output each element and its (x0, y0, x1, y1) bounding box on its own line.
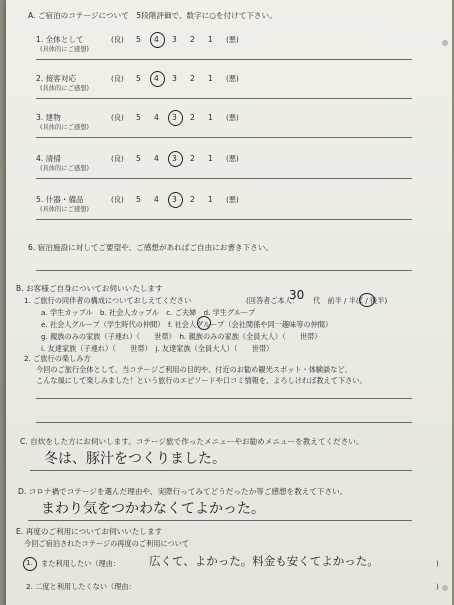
answer-line (36, 270, 412, 271)
scale-bad-label: (悪) (226, 113, 239, 122)
rating-number: 4 (154, 195, 159, 204)
rating-item-label: 2. 接客対応 (36, 74, 77, 83)
detail-label: (具体的にご感想) (40, 206, 89, 213)
section-d-heading: D. コロナ禍でコテージを選んだ理由や、実際行ってみてどうだったか等ご感想を教えて下さい。 (18, 487, 348, 496)
detail-label: (具体的にご感想) (40, 165, 89, 172)
rating-number: 5 (136, 154, 141, 163)
answer-circle (168, 151, 183, 167)
section-d-answer: まわり気をつかわなくてよかった。 (41, 501, 265, 517)
rating-number: 1 (208, 35, 213, 44)
answer-line (36, 422, 412, 423)
answer-line (36, 59, 412, 60)
answer-line (36, 137, 412, 138)
rating-number: 2 (190, 113, 195, 122)
rating-number: 5 (136, 74, 141, 83)
rating-number: 1 (208, 154, 213, 163)
scale-good-label: (良) (111, 35, 124, 44)
punch-hole (442, 585, 448, 591)
companion-line: e. 社会人グループ（学生時代の仲間） f. 社会人グループ（会社関係や同一趣味等の仲間） (41, 320, 333, 329)
answer-circle (168, 110, 183, 126)
rating-number: 1 (208, 195, 213, 204)
section-c-answer: 冬は、豚汁をつくりました。 (44, 451, 226, 467)
answer-line (30, 470, 412, 471)
rating-number: 1 (208, 74, 213, 83)
rating-item-label: 5. 什器・備品 (36, 195, 84, 204)
companion-line: a. 学生カップル b. 社会人カップル c. ご夫婦 d. 学生グループ (41, 308, 256, 317)
question-a6: 6. 宿泊施設に対してご要望や、ご感想があればご自由にお書き下さい。 (28, 243, 273, 252)
scale-good-label: (良) (111, 74, 124, 83)
question-b2-text: 今回のご旅行全体として、当コテージご利用の目的や、付近のお勧め観光スポット・体験談など、 (36, 365, 352, 374)
rating-number: 3 (172, 35, 177, 44)
companion-line: g. 親族のみの家族（子連れ）（ 世帯） h. 親族のみの家族（全員大人）（ 世帯） (41, 332, 322, 341)
scale-bad-label: (悪) (226, 74, 239, 83)
rating-number: 4 (154, 74, 159, 83)
option-1-answer: 広くて、よかった。料金も安くてよかった。 (149, 554, 379, 568)
answer-line (28, 520, 412, 521)
rating-number: 4 (154, 113, 159, 122)
question-b2-text: こんな風にして楽しみました！という旅行のエピソードや口コミ情報を、よろしければ教えて下さい。 (36, 376, 367, 385)
age-suffix: 代 前半 / 半ば / 後半) (313, 296, 388, 305)
section-e-heading: E. 再度のご利用についてお伺いいたします (16, 527, 163, 536)
section-a-heading: A. ご宿泊のコテージについて 5段階評価で、数字に○を付けて下さい。 (28, 11, 277, 20)
scale-bad-label: (悪) (226, 154, 239, 163)
rating-number: 4 (154, 35, 159, 44)
rating-number: 5 (136, 35, 141, 44)
close-paren: ) (436, 582, 439, 591)
answer-circle (197, 316, 211, 330)
answer-circle (150, 32, 165, 48)
rating-number: 3 (172, 195, 177, 204)
section-e-sub: 今回ご宿泊されたコテージの再度のご利用について (24, 539, 190, 548)
answer-circle (359, 293, 375, 307)
detail-label: (具体的にご感想) (40, 85, 89, 92)
rating-item-label: 3. 建物 (36, 113, 61, 122)
scale-good-label: (良) (111, 113, 124, 122)
scale-bad-label: (悪) (226, 35, 239, 44)
answer-circle (168, 192, 183, 208)
rating-number: 2 (190, 154, 195, 163)
survey-sheet (6, 0, 452, 605)
rating-number: 5 (136, 195, 141, 204)
rating-number: 1 (208, 113, 213, 122)
option-2-label: 2. 二度と利用したくない（理由： (26, 582, 136, 591)
rating-item-label: 1. 全体として (36, 35, 84, 44)
rating-number: 3 (172, 74, 177, 83)
rating-number: 4 (154, 154, 159, 163)
age-prefix: (回答者ご本人： (246, 296, 300, 305)
answer-line (36, 178, 412, 179)
question-b2: 2. ご旅行の楽しみ方 (24, 354, 91, 363)
age-answer: 30 (289, 288, 305, 302)
rating-number: 2 (190, 74, 195, 83)
scale-bad-label: (悪) (226, 195, 239, 204)
companion-line: i. 友達家族（子連れ）（ 世帯） j. 友達家族（全員大人）（ 世帯） (41, 344, 274, 353)
answer-line (36, 219, 412, 220)
punch-hole (442, 40, 448, 46)
rating-number: 2 (190, 35, 195, 44)
section-c-heading: C. 自炊をした方にお伺いします。コテージ旅で作ったメニューやお勧めメニューを教えてください。 (20, 437, 364, 446)
option-1-label: また利用したい（理由： (41, 559, 121, 568)
section-b-heading: B. お客様ご自身についてお伺いいたします (16, 284, 163, 293)
rating-number: 3 (172, 154, 177, 163)
scale-good-label: (良) (111, 195, 124, 204)
detail-label: (具体的にご感想) (40, 46, 89, 53)
close-paren: ) (436, 559, 439, 568)
scale-good-label: (良) (111, 154, 124, 163)
detail-label: (具体的にご感想) (40, 124, 89, 131)
question-b1: 1. ご旅行の同伴者の構成についておしえてください (24, 296, 192, 305)
answer-line (36, 398, 412, 399)
rating-number: 3 (172, 113, 177, 122)
rating-number: 2 (190, 195, 195, 204)
answer-circle (150, 71, 165, 87)
answer-line (36, 98, 412, 99)
rating-item-label: 4. 清掃 (36, 154, 61, 163)
rating-number: 5 (136, 113, 141, 122)
option-1-number: 1. (26, 558, 33, 567)
